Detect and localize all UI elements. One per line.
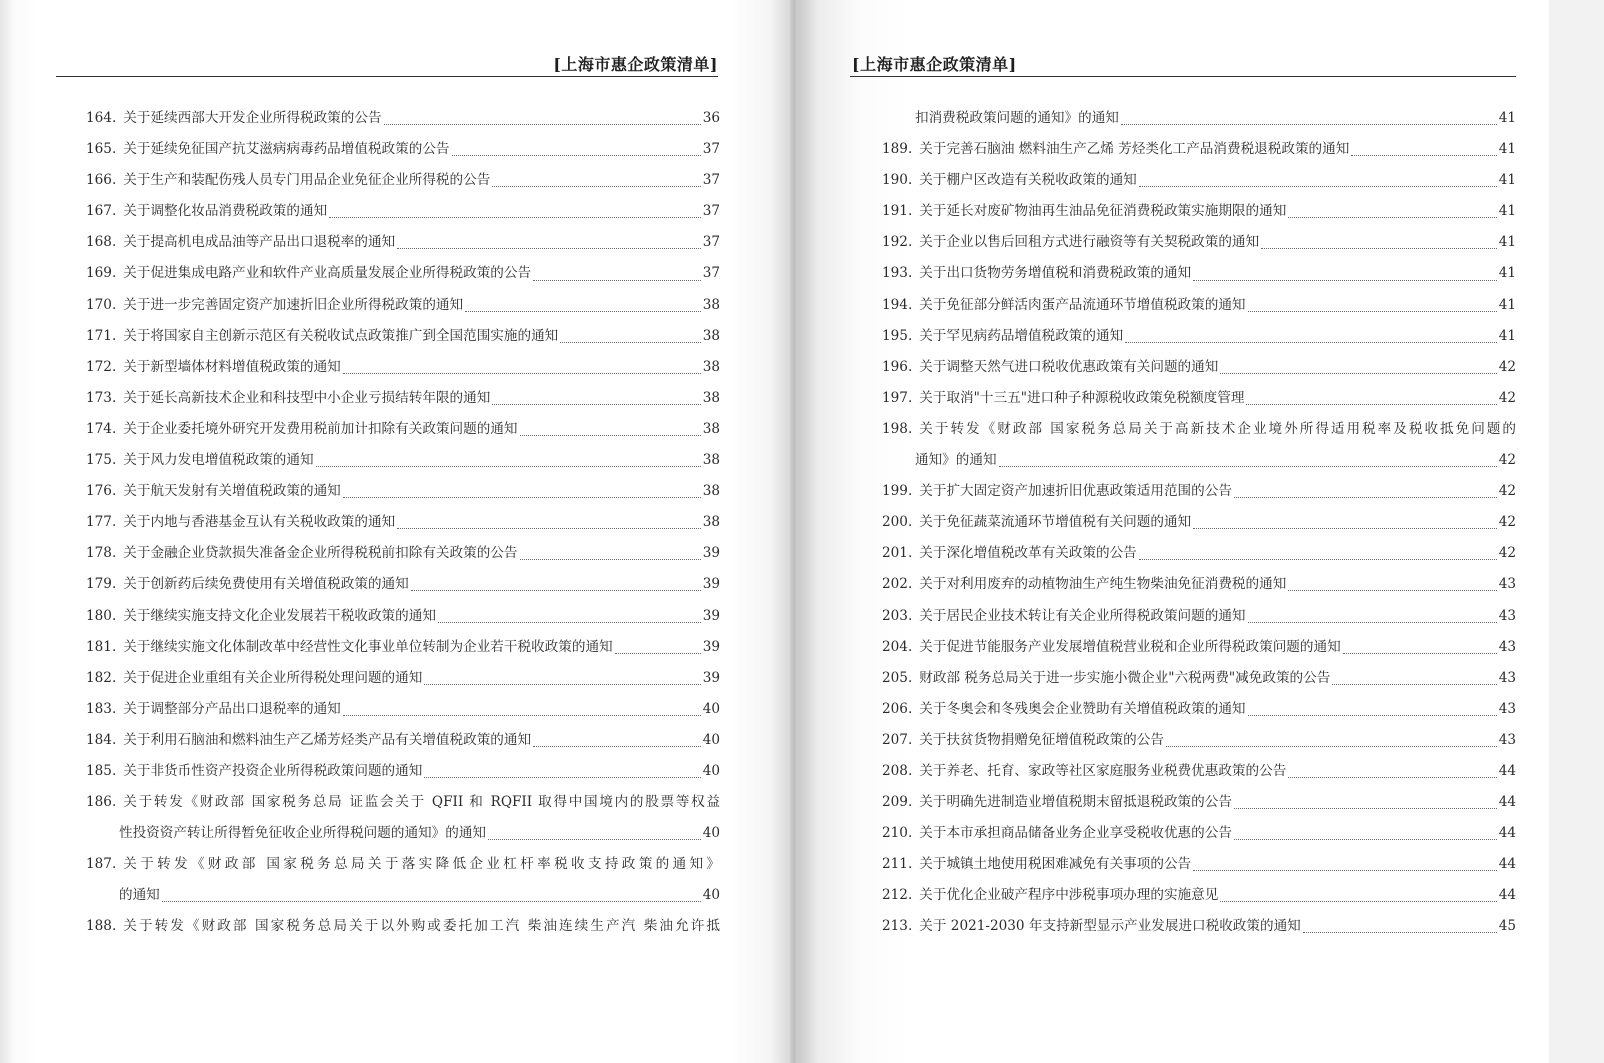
toc-entry-number: 172.	[86, 358, 117, 375]
toc-entry-number: 179.	[86, 576, 117, 593]
toc-entry-number: 180.	[86, 607, 117, 624]
toc-entry-title: 关于新型墙体材料增值税政策的通知	[123, 358, 341, 375]
toc-page-number: 39	[702, 576, 720, 593]
dot-leader	[1248, 311, 1497, 312]
toc-entry-title: 关于对利用废弃的动植物油生产纯生物柴油免征消费税的通知	[919, 576, 1287, 593]
toc-entry-number: 188.	[86, 918, 117, 935]
toc-page-number: 38	[702, 296, 720, 313]
toc-entry-title: 关于转发《财政部 国家税务总局关于高新技术企业境外所得适用税率及税收抵免问题的	[919, 420, 1516, 437]
toc-page-number: 39	[702, 545, 720, 562]
toc-entry[interactable]	[882, 880, 1516, 911]
toc-entry-title: 关于冬奥会和冬残奥会企业赞助有关增值税政策的通知	[919, 700, 1246, 717]
dot-leader	[533, 280, 701, 281]
toc-page-number: 40	[702, 700, 720, 717]
dot-leader	[316, 466, 701, 467]
toc-entry-number: 211.	[882, 856, 913, 873]
toc-entry-title: 关于企业委托境外研究开发费用税前加计扣除有关政策问题的通知	[123, 420, 518, 437]
dot-leader	[1139, 186, 1497, 187]
toc-entry[interactable]	[86, 352, 720, 383]
toc-entry-title: 关于内地与香港基金互认有关税收政策的通知	[123, 514, 396, 531]
toc-continuation-line[interactable]	[882, 103, 1516, 134]
toc-entry-number: 195.	[882, 327, 913, 344]
dot-leader	[488, 839, 701, 840]
toc-entry[interactable]	[882, 196, 1516, 227]
toc-entry-number: 165.	[86, 141, 117, 158]
toc-entry-number: 205.	[882, 669, 913, 686]
toc-page-number: 42	[1498, 514, 1516, 531]
toc-page-number: 45	[1498, 918, 1516, 935]
toc-page-number: 37	[702, 172, 720, 189]
toc-entry-number: 167.	[86, 203, 117, 220]
toc-entry[interactable]	[86, 849, 720, 880]
toc-entry-title: 性投资资产转让所得暂免征收企业所得税问题的通知》的通知	[119, 825, 487, 842]
toc-entry[interactable]	[86, 476, 720, 507]
toc-page-number: 38	[702, 420, 720, 437]
toc-page-number: 42	[1498, 483, 1516, 500]
toc-entry-number: 210.	[882, 825, 913, 842]
toc-entry[interactable]	[86, 756, 720, 787]
dot-leader	[1193, 528, 1497, 529]
toc-entry-number: 191.	[882, 203, 913, 220]
toc-page-number: 44	[1498, 762, 1516, 779]
dot-leader	[520, 559, 701, 560]
toc-entry-number: 178.	[86, 545, 117, 562]
toc-entry[interactable]	[882, 725, 1516, 756]
toc-entry[interactable]	[86, 538, 720, 569]
dot-leader	[452, 155, 701, 156]
toc-page-number: 44	[1498, 887, 1516, 904]
toc-entry-title: 关于转发《财政部 国家税务总局关于以外购或委托加工汽 柴油连续生产汽 柴油允许抵	[123, 918, 720, 935]
toc-page-number: 41	[1498, 203, 1516, 220]
dot-leader	[1193, 280, 1497, 281]
toc-entry[interactable]	[86, 632, 720, 663]
toc-entry-title: 关于延续免征国产抗艾滋病病毒药品增值税政策的公告	[123, 141, 450, 158]
toc-entry-number: 181.	[86, 638, 117, 655]
toc-page-number: 38	[702, 514, 720, 531]
toc-page-number: 42	[1498, 358, 1516, 375]
toc-entry-number: 201.	[882, 545, 913, 562]
toc-entry-number: 203.	[882, 607, 913, 624]
toc-page-number: 42	[1498, 389, 1516, 406]
toc-entry[interactable]	[882, 290, 1516, 321]
toc-entry[interactable]	[86, 911, 720, 942]
toc-entry[interactable]	[882, 569, 1516, 600]
toc-entry[interactable]	[882, 227, 1516, 258]
toc-entry-title: 关于 2021-2030 年支持新型显示产业发展进口税收政策的通知	[919, 918, 1301, 935]
toc-entry-number: 177.	[86, 514, 117, 531]
toc-entry[interactable]	[882, 507, 1516, 538]
toc-entry-number: 194.	[882, 296, 913, 313]
toc-entry-number: 202.	[882, 576, 913, 593]
toc-entry-title: 扣消费税政策问题的通知》的通知	[915, 110, 1119, 126]
dot-leader	[1234, 497, 1497, 498]
toc-entry-number: 176.	[86, 483, 117, 500]
toc-entry-number: 169.	[86, 265, 117, 282]
toc-entry-number: 174.	[86, 420, 117, 437]
toc-entry-title: 关于促进企业重组有关企业所得税处理问题的通知	[123, 669, 423, 686]
dot-leader	[492, 404, 700, 405]
toc-list	[882, 103, 1516, 943]
toc-entry-number: 204.	[882, 638, 913, 655]
dot-leader	[424, 684, 700, 685]
toc-entry[interactable]	[882, 321, 1516, 352]
toc-entry[interactable]	[882, 414, 1516, 445]
toc-page-number: 42	[1498, 452, 1516, 469]
toc-entry[interactable]	[86, 445, 720, 476]
toc-page-number: 36	[702, 110, 720, 126]
dot-leader	[615, 653, 701, 654]
toc-page-number: 39	[702, 607, 720, 624]
toc-entry-number: 196.	[882, 358, 913, 375]
dot-leader	[411, 590, 701, 591]
dot-leader	[1351, 155, 1496, 156]
toc-entry-title: 关于优化企业破产程序中涉税事项办理的实施意见	[919, 887, 1219, 904]
toc-entry-number: 197.	[882, 389, 913, 406]
toc-entry-number: 168.	[86, 234, 117, 251]
running-head: [上海市惠企政策清单]	[852, 55, 1017, 74]
toc-entry-number: 183.	[86, 700, 117, 717]
toc-entry-title: 的通知	[119, 887, 160, 904]
toc-page-number: 41	[1498, 327, 1516, 344]
dot-leader	[533, 746, 701, 747]
toc-entry-number: 192.	[882, 234, 913, 251]
toc-entry-title: 财政部 税务总局关于进一步实施小微企业"六税两费"减免政策的公告	[919, 669, 1331, 686]
dot-leader	[1332, 684, 1496, 685]
toc-entry-title: 关于非货币性资产投资企业所得税政策问题的通知	[123, 762, 423, 779]
toc-entry[interactable]	[86, 569, 720, 600]
toc-entry[interactable]	[86, 196, 720, 227]
toc-entry-title: 关于调整部分产品出口退税率的通知	[123, 700, 341, 717]
toc-entry-title: 关于调整化妆品消费税政策的通知	[123, 203, 328, 220]
toc-page-number: 43	[1498, 700, 1516, 717]
toc-entry-title: 关于提高机电成品油等产品出口退税率的通知	[123, 234, 396, 251]
dot-leader	[465, 311, 701, 312]
left-page	[0, 0, 790, 1063]
toc-entry[interactable]	[882, 911, 1516, 942]
toc-entry[interactable]	[86, 227, 720, 258]
toc-entry[interactable]	[882, 258, 1516, 289]
dot-leader	[397, 528, 701, 529]
toc-entry-title: 关于罕见病药品增值税政策的通知	[919, 327, 1124, 344]
toc-entry[interactable]	[86, 165, 720, 196]
toc-entry-title: 关于航天发射有关增值税政策的通知	[123, 483, 341, 500]
toc-page-number: 41	[1498, 172, 1516, 189]
toc-entry-number: 213.	[882, 918, 913, 935]
toc-entry-title: 关于深化增值税改革有关政策的公告	[919, 545, 1137, 562]
toc-page-number: 43	[1498, 638, 1516, 655]
toc-page-number: 38	[702, 483, 720, 500]
dot-leader	[343, 497, 701, 498]
toc-entry[interactable]	[882, 787, 1516, 818]
dot-leader	[343, 373, 701, 374]
toc-entry-title: 关于继续实施支持文化企业发展若干税收政策的通知	[123, 607, 436, 624]
toc-entry-title: 关于利用石脑油和燃料油生产乙烯芳烃类产品有关增值税政策的通知	[123, 731, 532, 748]
toc-entry-number: 189.	[882, 141, 913, 158]
toc-page-number: 38	[702, 389, 720, 406]
toc-entry-title: 关于调整天然气进口税收优惠政策有关问题的通知	[919, 358, 1219, 375]
toc-entry[interactable]	[882, 756, 1516, 787]
toc-entry-number: 186.	[86, 794, 117, 811]
toc-entry-title: 关于延续西部大开发企业所得税政策的公告	[123, 110, 382, 126]
toc-entry-title: 关于出口货物劳务增值税和消费税政策的通知	[919, 265, 1192, 282]
dot-leader	[1234, 808, 1497, 809]
toc-entry[interactable]	[882, 383, 1516, 414]
toc-entry-title: 关于棚户区改造有关税收政策的通知	[919, 172, 1137, 189]
toc-entry-title: 关于生产和装配伤残人员专门用品企业免征企业所得税的公告	[123, 172, 491, 189]
toc-entry[interactable]	[86, 134, 720, 165]
toc-entry-title: 关于居民企业技术转让有关企业所得税政策问题的通知	[919, 607, 1246, 624]
toc-entry[interactable]	[882, 632, 1516, 663]
toc-entry-title: 关于转发《财政部 国家税务总局 证监会关于 QFII 和 RQFII 取得中国境内的股票等权益	[123, 794, 720, 811]
dot-leader	[1288, 590, 1496, 591]
header-rule	[850, 76, 1516, 77]
toc-page-number: 37	[702, 141, 720, 158]
toc-page-number: 39	[702, 669, 720, 686]
dot-leader	[1248, 715, 1497, 716]
toc-entry-number: 212.	[882, 887, 913, 904]
dot-leader	[1193, 870, 1497, 871]
dot-leader	[520, 435, 701, 436]
toc-entry-title: 关于促进节能服务产业发展增值税营业税和企业所得税政策问题的通知	[919, 638, 1341, 655]
toc-entry-title: 通知》的通知	[915, 452, 997, 469]
toc-page-number: 38	[702, 452, 720, 469]
toc-page-number: 39	[702, 638, 720, 655]
toc-entry[interactable]	[86, 725, 720, 756]
toc-page-number: 42	[1498, 545, 1516, 562]
toc-entry-title: 关于将国家自主创新示范区有关税收试点政策推广到全国范围实施的通知	[123, 327, 559, 344]
toc-entry-number: 190.	[882, 172, 913, 189]
dot-leader	[492, 186, 700, 187]
dot-leader	[1261, 248, 1497, 249]
toc-entry-number: 166.	[86, 172, 117, 189]
dot-leader	[1139, 559, 1497, 560]
toc-page-number: 43	[1498, 669, 1516, 686]
dot-leader	[1121, 124, 1497, 125]
toc-entry-number: 209.	[882, 794, 913, 811]
dot-leader	[162, 901, 701, 902]
toc-page-number: 44	[1498, 825, 1516, 842]
toc-continuation-line[interactable]	[86, 880, 720, 911]
toc-entry-title: 关于企业以售后回租方式进行融资等有关契税政策的通知	[919, 234, 1260, 251]
toc-entry[interactable]	[86, 321, 720, 352]
toc-page-number: 37	[702, 234, 720, 251]
toc-entry-number: 206.	[882, 700, 913, 717]
toc-page-number: 41	[1498, 296, 1516, 313]
book-gutter	[790, 0, 798, 1063]
toc-entry[interactable]	[86, 694, 720, 725]
toc-page-number: 37	[702, 203, 720, 220]
dot-leader	[560, 342, 700, 343]
toc-page-number: 41	[1498, 265, 1516, 282]
toc-entry[interactable]	[86, 258, 720, 289]
toc-entry[interactable]	[882, 352, 1516, 383]
toc-page-number: 43	[1498, 731, 1516, 748]
toc-entry[interactable]	[882, 134, 1516, 165]
toc-entry-title: 关于延长对废矿物油再生油品免征消费税政策实施期限的通知	[919, 203, 1287, 220]
dot-leader	[1234, 839, 1497, 840]
dot-leader	[1220, 373, 1496, 374]
toc-entry-title: 关于免征蔬菜流通环节增值税有关问题的通知	[919, 514, 1192, 531]
toc-page-number: 40	[702, 762, 720, 779]
toc-page-number: 37	[702, 265, 720, 282]
toc-entry-number: 207.	[882, 731, 913, 748]
toc-page-number: 38	[702, 327, 720, 344]
dot-leader	[1288, 217, 1496, 218]
toc-entry[interactable]	[882, 601, 1516, 632]
dot-leader	[1248, 622, 1497, 623]
toc-entry[interactable]	[882, 476, 1516, 507]
dot-leader	[343, 715, 701, 716]
toc-entry-number: 208.	[882, 762, 913, 779]
toc-entry[interactable]	[86, 103, 720, 134]
toc-entry-title: 关于取消"十三五"进口种子种源税收政策免税额度管理	[919, 389, 1245, 406]
toc-page-number: 43	[1498, 576, 1516, 593]
toc-entry[interactable]	[882, 663, 1516, 694]
running-head: [上海市惠企政策清单]	[553, 55, 718, 74]
dot-leader	[1220, 901, 1496, 902]
toc-entry-number: 200.	[882, 514, 913, 531]
toc-entry-title: 关于转发《财政部 国家税务总局关于落实降低企业杠杆率税收支持政策的通知》	[123, 856, 720, 873]
toc-entry[interactable]	[86, 787, 720, 818]
dot-leader	[1288, 777, 1496, 778]
toc-entry[interactable]	[86, 601, 720, 632]
dot-leader	[1166, 746, 1497, 747]
toc-page-number: 40	[702, 887, 720, 904]
toc-entry-title: 关于养老、托育、家政等社区家庭服务业税费优惠政策的公告	[919, 762, 1287, 779]
toc-entry-number: 170.	[86, 296, 117, 313]
toc-page-number: 40	[702, 731, 720, 748]
toc-entry-title: 关于继续实施文化体制改革中经营性文化事业单位转制为企业若干税收政策的通知	[123, 638, 613, 655]
toc-entry[interactable]	[882, 694, 1516, 725]
toc-page-number: 41	[1498, 110, 1516, 126]
toc-continuation-line[interactable]	[86, 818, 720, 849]
toc-entry-title: 关于明确先进制造业增值税期末留抵退税政策的公告	[919, 794, 1232, 811]
toc-entry-title: 关于完善石脑油 燃料油生产乙烯 芳烃类化工产品消费税退税政策的通知	[919, 141, 1350, 158]
toc-entry-number: 184.	[86, 731, 117, 748]
toc-page-number: 40	[702, 825, 720, 842]
toc-page-number: 38	[702, 358, 720, 375]
right-page	[798, 0, 1549, 1063]
toc-entry-title: 关于免征部分鲜活肉蛋产品流通环节增值税政策的通知	[919, 296, 1246, 313]
toc-page-number: 41	[1498, 234, 1516, 251]
dot-leader	[1246, 404, 1496, 405]
dot-leader	[397, 248, 701, 249]
toc-entry-number: 185.	[86, 762, 117, 779]
dot-leader	[1343, 653, 1497, 654]
toc-entry-title: 关于进一步完善固定资产加速折旧企业所得税政策的通知	[123, 296, 464, 313]
toc-entry-title: 关于扶贫货物捐赠免征增值税政策的公告	[919, 731, 1164, 748]
toc-page-number: 41	[1498, 141, 1516, 158]
toc-entry-number: 173.	[86, 389, 117, 406]
dot-leader	[424, 777, 700, 778]
header-rule	[56, 76, 718, 77]
toc-continuation-line[interactable]	[882, 445, 1516, 476]
toc-entry-number: 187.	[86, 856, 117, 873]
dot-leader	[1125, 342, 1497, 343]
toc-entry[interactable]	[882, 849, 1516, 880]
toc-entry-title: 关于金融企业贷款损失准备金企业所得税税前扣除有关政策的公告	[123, 545, 518, 562]
dot-leader	[999, 466, 1497, 467]
toc-entry-number: 171.	[86, 327, 117, 344]
toc-entry[interactable]	[86, 414, 720, 445]
toc-entry-title: 关于城镇土地使用税困难减免有关事项的公告	[919, 856, 1192, 873]
toc-entry-number: 182.	[86, 669, 117, 686]
toc-entry-title: 关于本市承担商品储备业务企业享受税收优惠的公告	[919, 825, 1232, 842]
dot-leader	[329, 217, 701, 218]
dot-leader	[438, 622, 701, 623]
toc-entry[interactable]	[86, 507, 720, 538]
dot-leader	[1303, 932, 1497, 933]
toc-entry-title: 关于创新药后续免费使用有关增值税政策的通知	[123, 576, 409, 593]
toc-entry-number: 198.	[882, 420, 913, 437]
toc-entry-title: 关于延长高新技术企业和科技型中小企业亏损结转年限的通知	[123, 389, 491, 406]
toc-entry[interactable]	[882, 818, 1516, 849]
toc-entry-number: 199.	[882, 483, 913, 500]
toc-entry-number: 175.	[86, 452, 117, 469]
toc-page-number: 43	[1498, 607, 1516, 624]
toc-entry-number: 164.	[86, 110, 117, 126]
toc-entry[interactable]	[882, 538, 1516, 569]
toc-entry-title: 关于风力发电增值税政策的通知	[123, 452, 314, 469]
toc-entry[interactable]	[86, 290, 720, 321]
toc-entry[interactable]	[882, 165, 1516, 196]
toc-entry-number: 193.	[882, 265, 913, 282]
toc-entry[interactable]	[86, 663, 720, 694]
dot-leader	[384, 124, 701, 125]
toc-page-number: 44	[1498, 794, 1516, 811]
toc-page-number: 44	[1498, 856, 1516, 873]
toc-entry-title: 关于扩大固定资产加速折旧优惠政策适用范围的公告	[919, 483, 1232, 500]
toc-entry[interactable]	[86, 383, 720, 414]
toc-entry-title: 关于促进集成电路产业和软件产业高质量发展企业所得税政策的公告	[123, 265, 532, 282]
toc-list	[86, 103, 720, 943]
